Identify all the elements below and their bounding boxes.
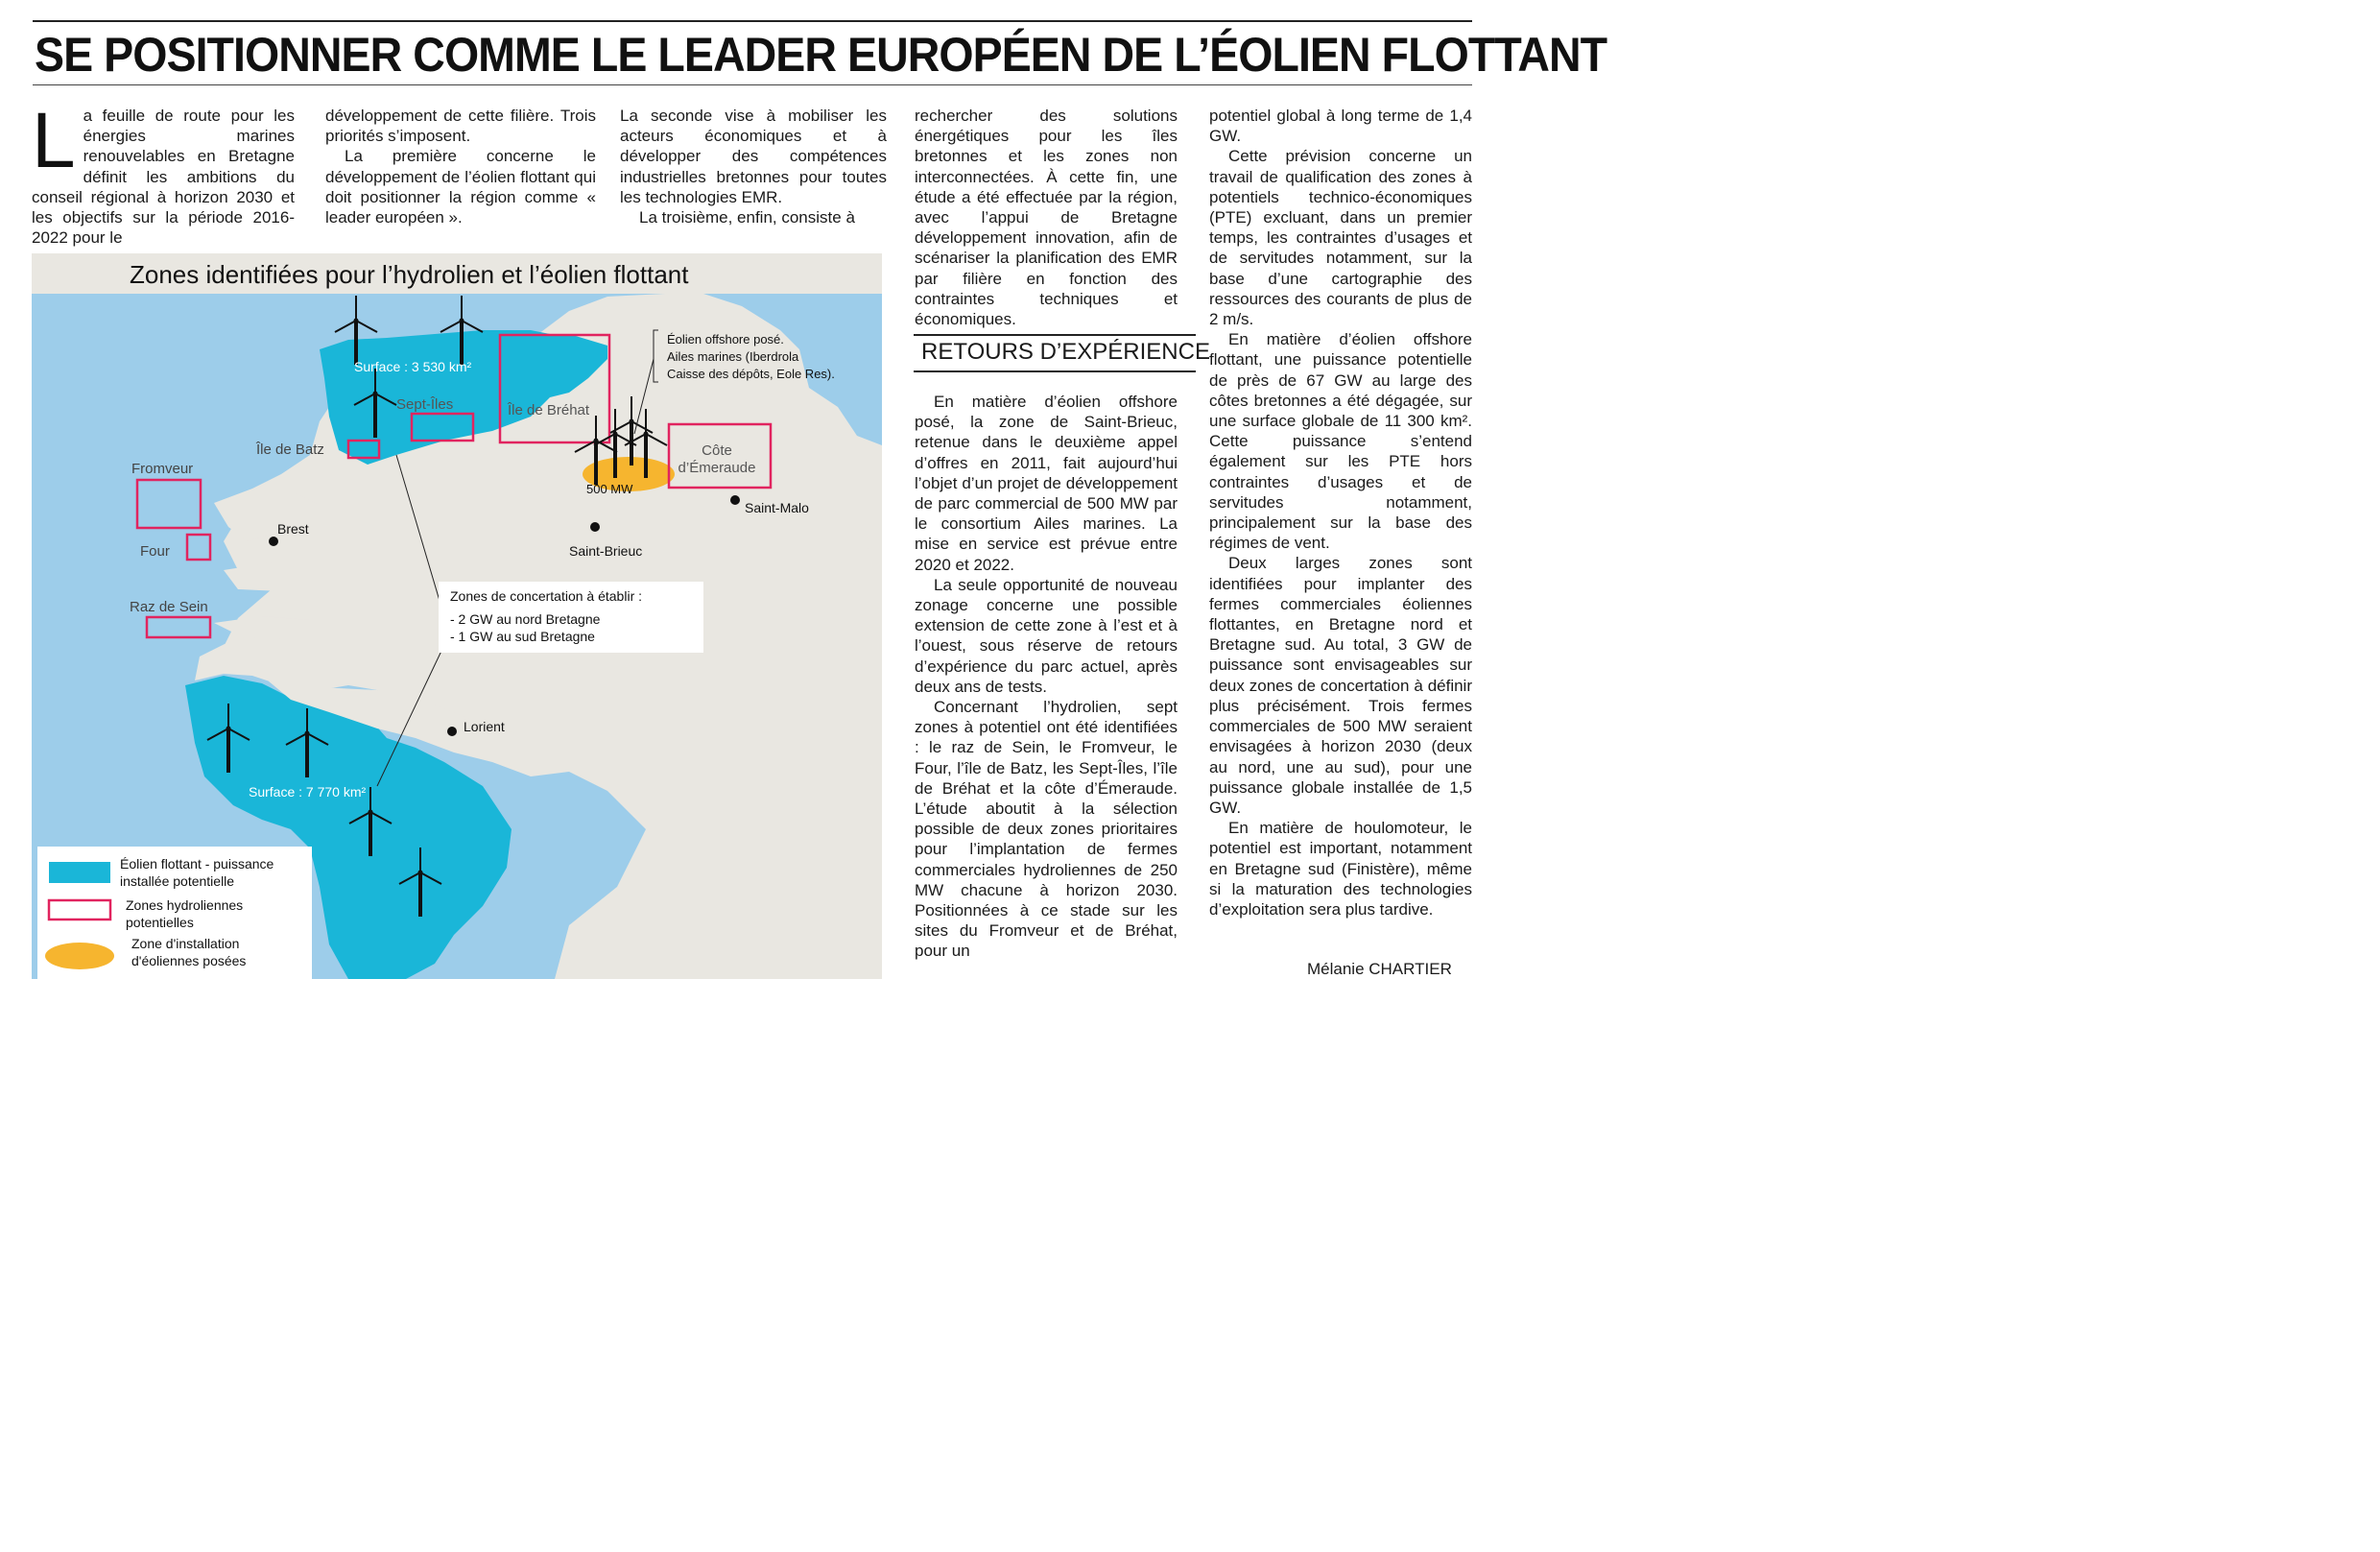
legend-swatch-floating	[49, 862, 110, 883]
intro-text: a feuille de route pour les énergies marines renouvelables en Bretagne définit les ambitions du conseil régional à horizon 2030 et les objectifs sur la période 2016-2022 pour le	[32, 107, 295, 248]
legend-hydro-2: potentielles	[126, 915, 194, 930]
city-lorient: Lorient	[464, 719, 505, 734]
byline: Mélanie CHARTIER	[1307, 960, 1452, 978]
dropcap: L	[32, 97, 76, 184]
paragraph: La troisième, enfin, consiste à	[639, 208, 855, 227]
label-fromveur: Fromveur	[131, 461, 194, 477]
city-dot-lorient	[447, 727, 457, 736]
section-heading	[914, 334, 1210, 372]
city-brest: Brest	[277, 521, 309, 537]
legend-floating-2: installée potentielle	[120, 873, 235, 889]
paragraph: En matière d’éolien offshore flottant, une puissance potentielle de près de 67 GW au large des côtes bretonnes a été dégagée, sur une surface globale de 11 300 km². Cette puissance s’entend également sur les PTE hors contraintes d’usages et de servitudes notamment, principalement sur la base des régimes de vent.	[1209, 330, 1472, 553]
column-4-bottom	[915, 392, 1178, 962]
paragraph: La première concerne le développement de l’éolien flottant qui doit positionner la région comme « leader européen ».	[325, 147, 596, 227]
paragraph: Cette prévision concerne un travail de qualification des zones à potentiels technico-économiques (PTE) excluant, dans un premier temps, les contraintes d’usages et de servitudes notamment, sur la base d’une cartographie des ressources des courants de plus de 2 m/s.	[1209, 147, 1472, 329]
paragraph: développement de cette filière. Trois priorités s’imposent.	[325, 107, 596, 146]
concertation-line-1: - 2 GW au nord Bretagne	[450, 611, 601, 627]
column-1	[32, 97, 295, 248]
paragraph: En matière de houlomoteur, le potentiel est important, notamment en Bretagne sud (Finistère), même si la maturation des technologies d’exploitation sera plus tardive.	[1209, 819, 1472, 919]
section-title: RETOURS D’EXPÉRIENCE	[921, 339, 1210, 365]
legend-fixed-1: Zone d'installation	[131, 936, 240, 951]
column-2	[325, 106, 596, 227]
label-sept-iles: Sept-Îles	[396, 396, 454, 413]
column-4-top	[915, 106, 1178, 329]
column-5	[1209, 106, 1472, 919]
paragraph: potentiel global à long terme de 1,4 GW.	[1209, 107, 1472, 146]
paragraph: La seconde vise à mobiliser les acteurs économiques et à développer des compétences industrielles bretonnes pour toutes les technologies EMR.	[620, 107, 887, 206]
legend-fixed-2: d'éoliennes posées	[131, 953, 247, 968]
city-dot-brest	[269, 537, 278, 546]
label-500mw: 500 MW	[586, 482, 633, 496]
top-rule	[33, 20, 1472, 22]
annotation-line-1: Éolien offshore posé.	[667, 332, 784, 346]
column-3	[620, 106, 887, 227]
headline: SE POSITIONNER COMME LE LEADER EUROPÉEN DE L’ÉOLIEN FLOTTANT	[35, 28, 1607, 82]
surface-north-label: Surface : 3 530 km²	[354, 359, 472, 374]
city-saint-malo: Saint-Malo	[745, 500, 809, 515]
label-brehat: Île de Bréhat	[508, 402, 590, 418]
map-svg	[32, 253, 882, 979]
label-batz: Île de Batz	[256, 442, 324, 458]
label-cote-emeraude: Côte	[702, 442, 732, 459]
paragraph: Deux larges zones sont identifiées pour implanter des fermes commerciales éoliennes flottantes, en Bretagne nord et Bretagne sud. Au total, 3 GW de puissance sont envisageables sur deux zones de concertation à définir plus précisément. Trois fermes commerciales de 500 MW seraient envisagées à horizon 2030 (deux au nord, une au sud), pour une puissance globale installée de 1,5 GW.	[1209, 554, 1472, 817]
annotation-line-2: Ailes marines (Iberdrola	[667, 349, 799, 364]
city-saint-brieuc: Saint-Brieuc	[569, 543, 643, 559]
paragraph: La seule opportunité de nouveau zonage concerne une possible extension de cette zone à l’est et à l’ouest, sous réserve de retours d’expérience du parc actuel, après deux ans de tests.	[915, 575, 1178, 696]
surface-south-label: Surface : 7 770 km²	[249, 784, 367, 800]
legend-floating-1: Éolien flottant - puissance	[120, 856, 274, 872]
paragraph: Concernant l’hydrolien, sept zones à potentiel ont été identifiées : le raz de Sein, le Fromveur, le Four, l’île de Batz, les Sept-Îles, l’île de Bréhat et la côte d’Émeraude. L’étude aboutit à la sélection possible de deux zones prioritaires pour l’implantation de fermes commerciales hydroliennes de 250 MW chacune à horizon 2030. Positionnées à ce stade sur les sites du Fromveur et de Bréhat, pour un	[915, 698, 1178, 961]
paragraph: rechercher des solutions énergétiques pour les îles bretonnes et les zones non interconnectées. À cette fin, une étude a été effectuée par la région, avec l’appui de Bretagne développement innovation, afin de scénariser la planification des EMR par filière en fonction des contraintes techniques et économiques.	[915, 107, 1178, 329]
intro-paragraph	[32, 97, 295, 248]
paragraph: En matière d’éolien offshore posé, la zone de Saint-Brieuc, retenue dans le deuxième appel d’offres en 2011, fait aujourd’hui l’objet d’un projet de développement de parc commercial de 500 MW par le consortium Ailes marines. La mise en service est prévue entre 2020 et 2022.	[915, 393, 1178, 574]
legend-hydro-1: Zones hydroliennes	[126, 897, 244, 913]
headline-rule	[33, 84, 1472, 85]
city-dot-saint-brieuc	[590, 522, 600, 532]
concertation-title: Zones de concertation à établir :	[450, 588, 643, 604]
legend-swatch-fixed	[45, 943, 114, 969]
concertation-line-2: - 1 GW au sud Bretagne	[450, 629, 595, 644]
label-four: Four	[140, 543, 170, 560]
label-raz-de-sein: Raz de Sein	[130, 599, 208, 615]
map-figure	[32, 253, 882, 979]
annotation-line-3: Caisse des dépôts, Eole Res).	[667, 367, 835, 381]
map-title: Zones identifiées pour l’hydrolien et l’éolien flottant	[130, 260, 689, 289]
label-cote-emeraude-2: d’Émeraude	[678, 460, 756, 476]
city-dot-saint-malo	[730, 495, 740, 505]
